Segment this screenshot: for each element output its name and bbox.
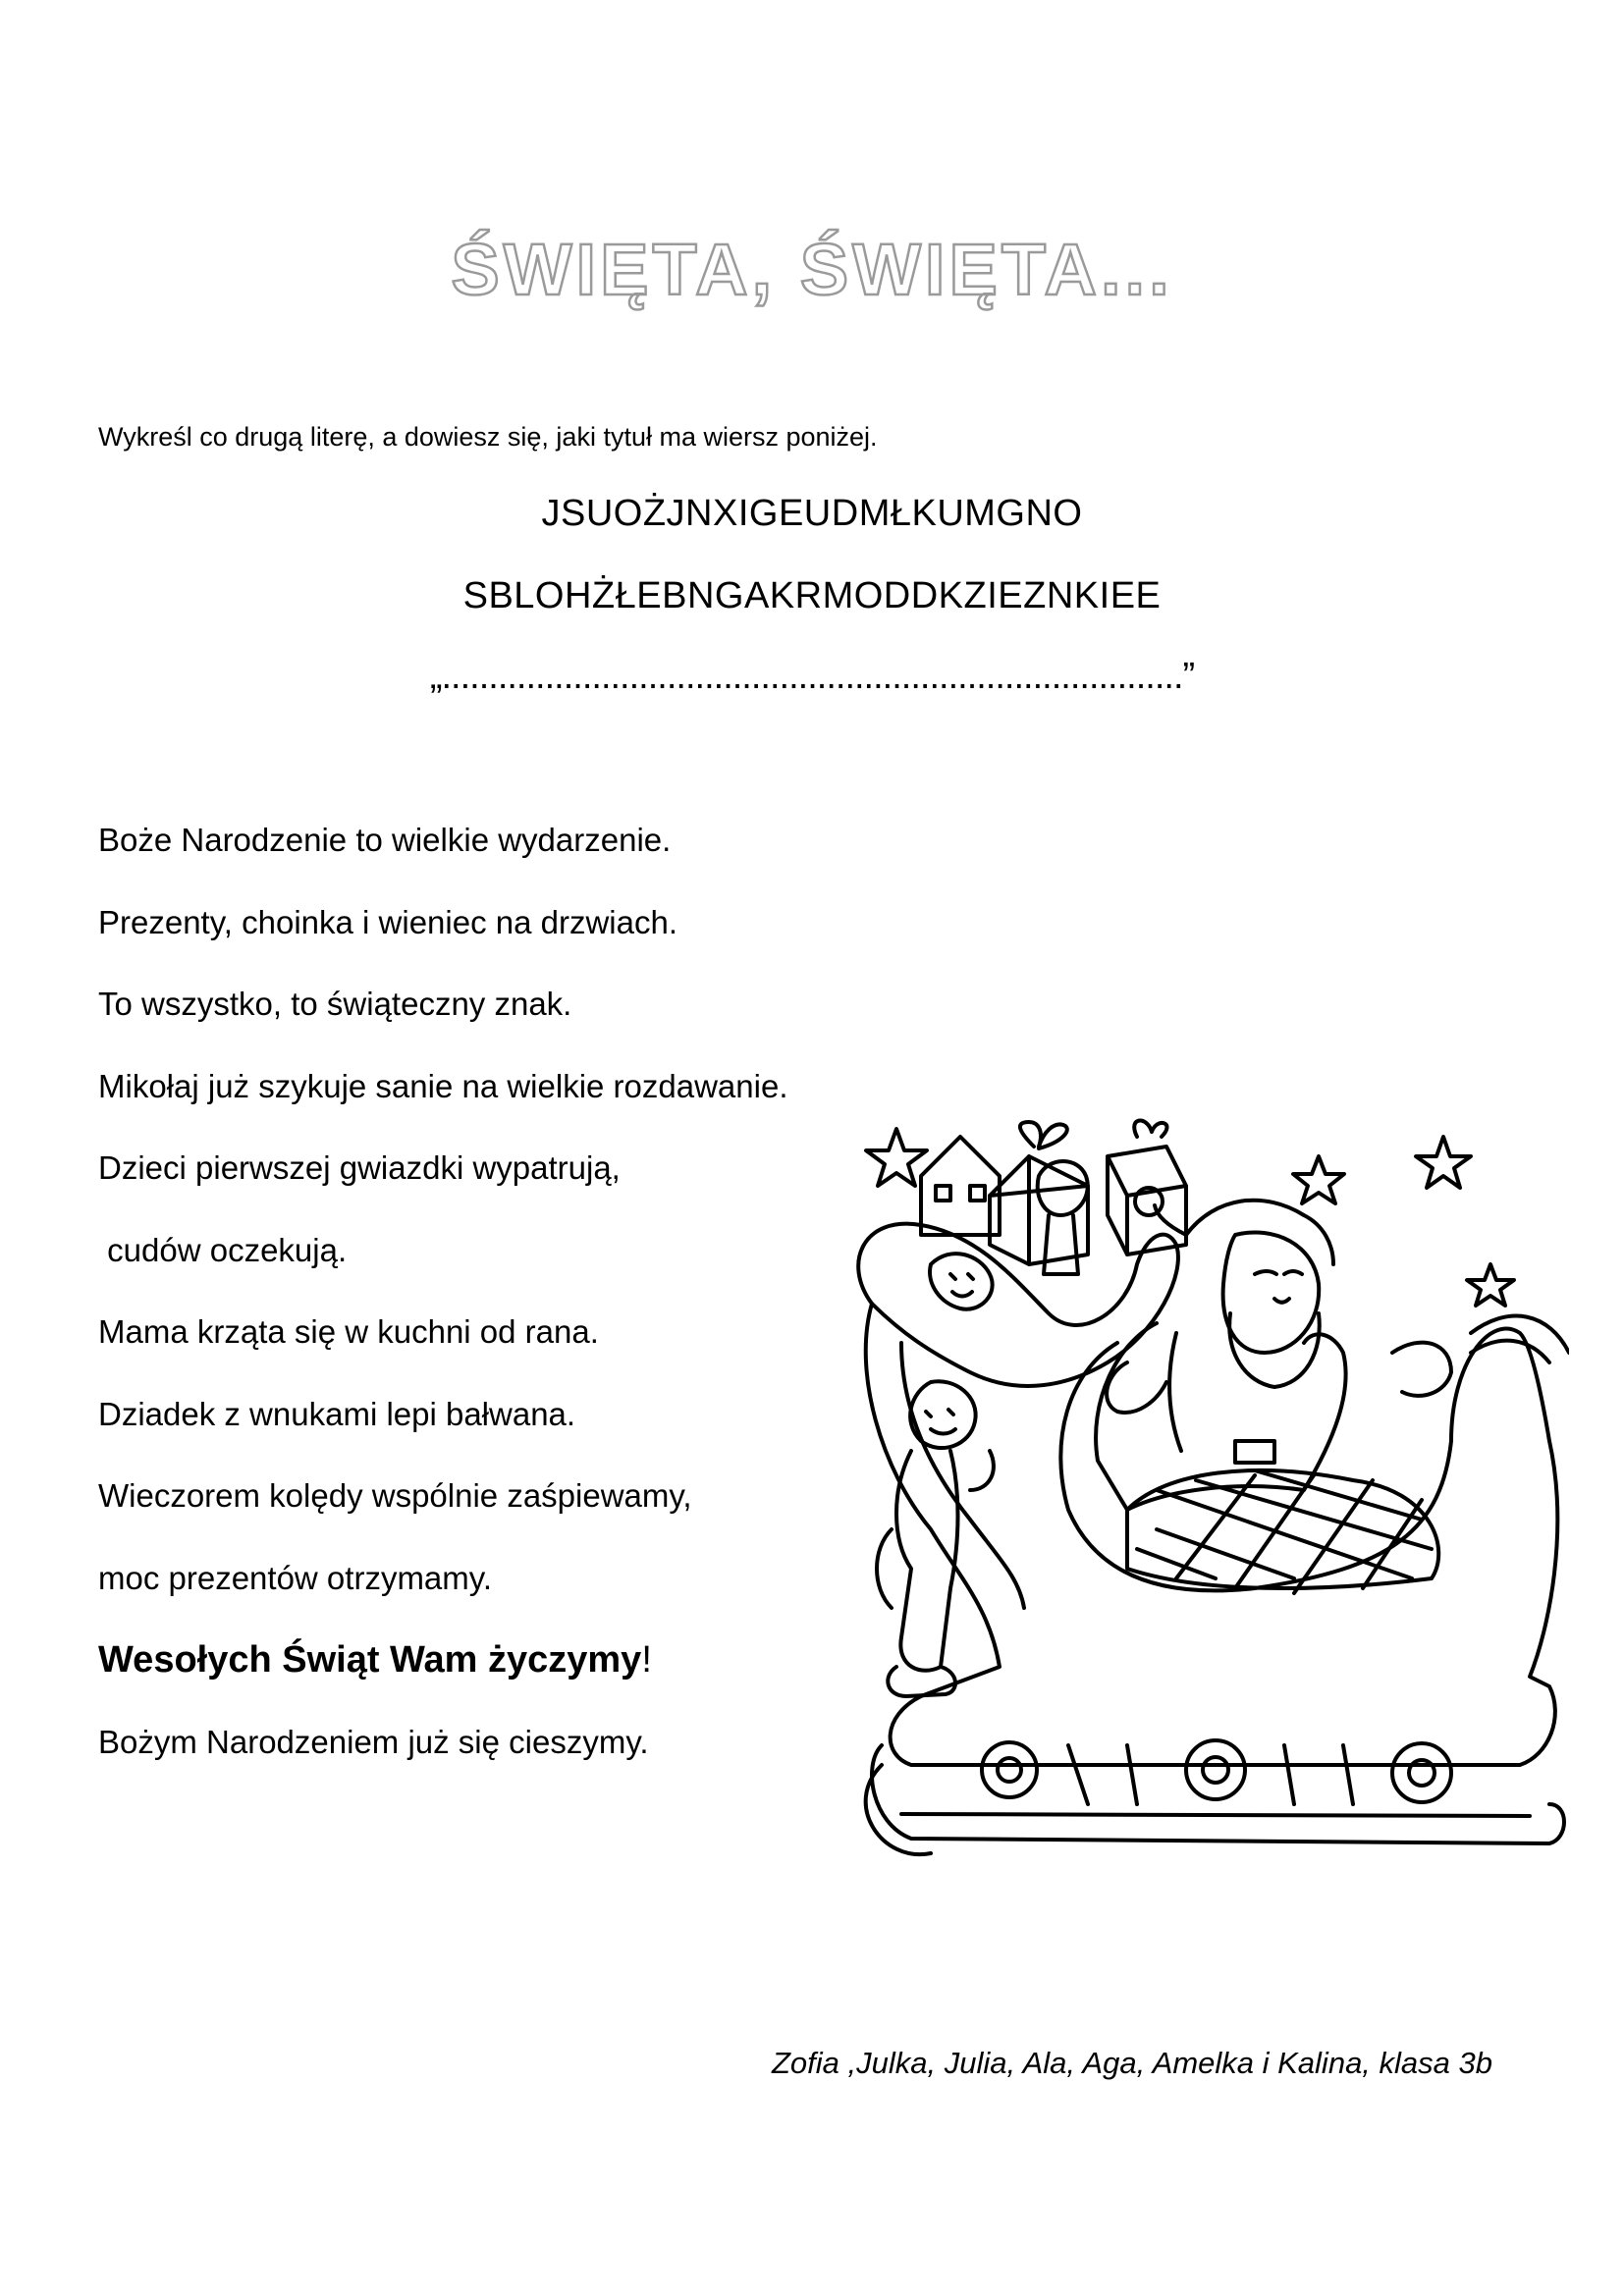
elf [910,1381,976,1448]
puzzle-line-2: SBLOHŻŁEBNGAKRMODDKZIEZNKIEE [462,575,1162,616]
instruction-text: Wykreśl co drugą literę, a dowiesz się, jaki tytuł ma wiersz poniżej. [98,422,878,452]
poem-line: Bożym Narodzeniem już się cieszymy. [98,1723,649,1760]
poem-line: moc prezentów otrzymamy. [98,1559,492,1596]
star-icon [866,1129,927,1186]
answer-blank: „...............................................................................” [429,656,1195,697]
santa-body [1096,1323,1346,1510]
santa-arm [1107,1362,1166,1413]
santa-sleigh-illustration [842,1117,1569,1873]
poem-line: Prezenty, choinka i wieniec na drzwiach. [98,903,678,940]
star-icon [1293,1156,1344,1203]
poem-line: Mikołaj już szykuje sanie na wielkie rozdawanie. [98,1067,788,1104]
sleigh-runner [872,1745,1564,1843]
santa-face [1223,1232,1320,1353]
poem-greeting [98,1640,788,1723]
poem-line: Mama krząta się w kuchni od rana. [98,1313,599,1350]
page-title: ŚWIĘTA, ŚWIĘTA... [451,229,1173,310]
puzzle-line-1: JSUOŻJNXIGEUDMŁKUMGNO [541,493,1083,534]
poem-line: To wszystko, to świąteczny znak. [98,986,572,1022]
greeting-exclamation: ! [641,1639,652,1681]
poem-line: Dziadek z wnukami lepi bałwana. [98,1395,576,1432]
star-icon [1416,1137,1471,1188]
poem-line: Boże Narodzenie to wielkie wydarzenie. [98,822,672,858]
greeting-bold-text: Wesołych Świąt Wam życzymy [98,1639,642,1681]
star-icon [1467,1264,1514,1306]
poem-line: cudów oczekują. [98,1231,348,1268]
gift-sack [858,1224,1178,1386]
signature: Zofia ,Julka, Julia, Ala, Aga, Amelka i Kalina, klasa 3b [771,2046,1492,2080]
poem-line: Wieczorem kolędy wspólnie zaśpiewamy, [98,1477,692,1514]
poem [98,821,788,1804]
poem-line: Dzieci pierwszej gwiazdki wypatrują, [98,1149,621,1186]
